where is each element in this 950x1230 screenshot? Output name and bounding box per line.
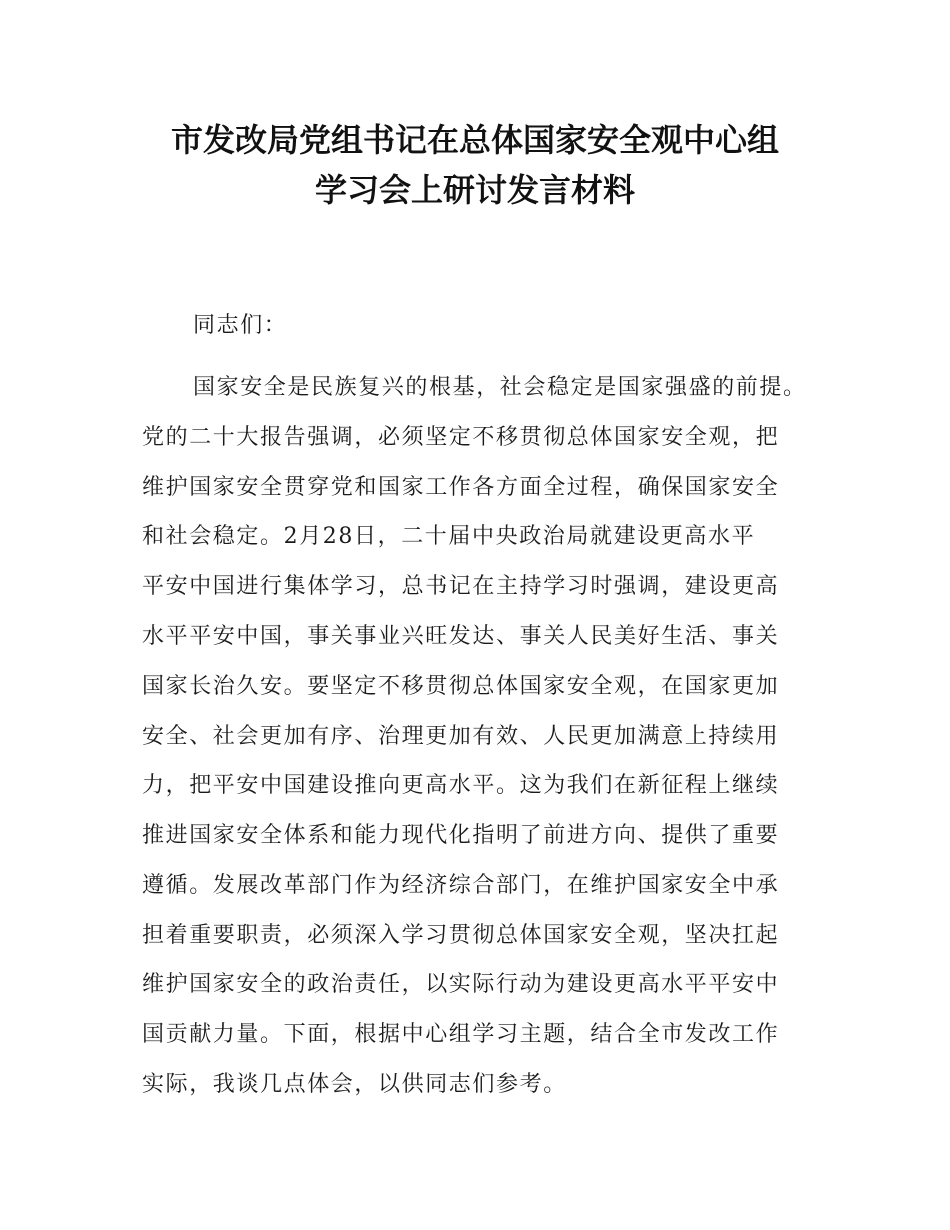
paragraph-line: 担着重要职责，必须深入学习贯彻总体国家安全观，坚决扛起 [142,923,780,948]
paragraph-line: 遵循。发展改革部门作为经济综合部门，在维护国家安全中承 [142,873,780,898]
paragraph-line: 党的二十大报告强调，必须坚定不移贯彻总体国家安全观，把 [142,425,780,450]
document-title-line-1: 市发改局党组书记在总体国家安全观中心组 [170,121,779,159]
document-title-line-2: 学习会上研讨发言材料 [314,171,635,209]
paragraph-line: 安全、社会更加有序、治理更加有效、人民更加满意上持续用 [142,724,780,749]
paragraph-line: 维护国家安全的政治责任，以实际行动为建设更高水平平安中 [142,972,780,997]
paragraph-line: 国家安全是民族复兴的根基，社会稳定是国家强盛的前提。 [193,375,807,400]
paragraph-line: 和社会稳定。2月28日，二十届中央政治局就建设更高水平 [142,524,756,549]
paragraph-line: 推进国家安全体系和能力现代化指明了前进方向、提供了重要 [142,823,780,848]
paragraph-line: 国贡献力量。下面，根据中心组学习主题，结合全市发改工作 [142,1022,780,1047]
paragraph-line: 平安中国进行集体学习，总书记在主持学习时强调，建设更高 [142,574,780,599]
paragraph-line: 维护国家安全贯穿党和国家工作各方面全过程，确保国家安全 [142,475,780,500]
paragraph-line: 实际，我谈几点体会，以供同志们参考。 [142,1072,567,1097]
paragraph-line: 国家长治久安。要坚定不移贯彻总体国家安全观，在国家更加 [142,674,780,699]
paragraph-line: 水平平安中国，事关事业兴旺发达、事关人民美好生活、事关 [142,624,780,649]
paragraph-line: 力，把平安中国建设推向更高水平。这为我们在新征程上继续 [142,773,780,798]
salutation: 同志们： [193,313,288,338]
